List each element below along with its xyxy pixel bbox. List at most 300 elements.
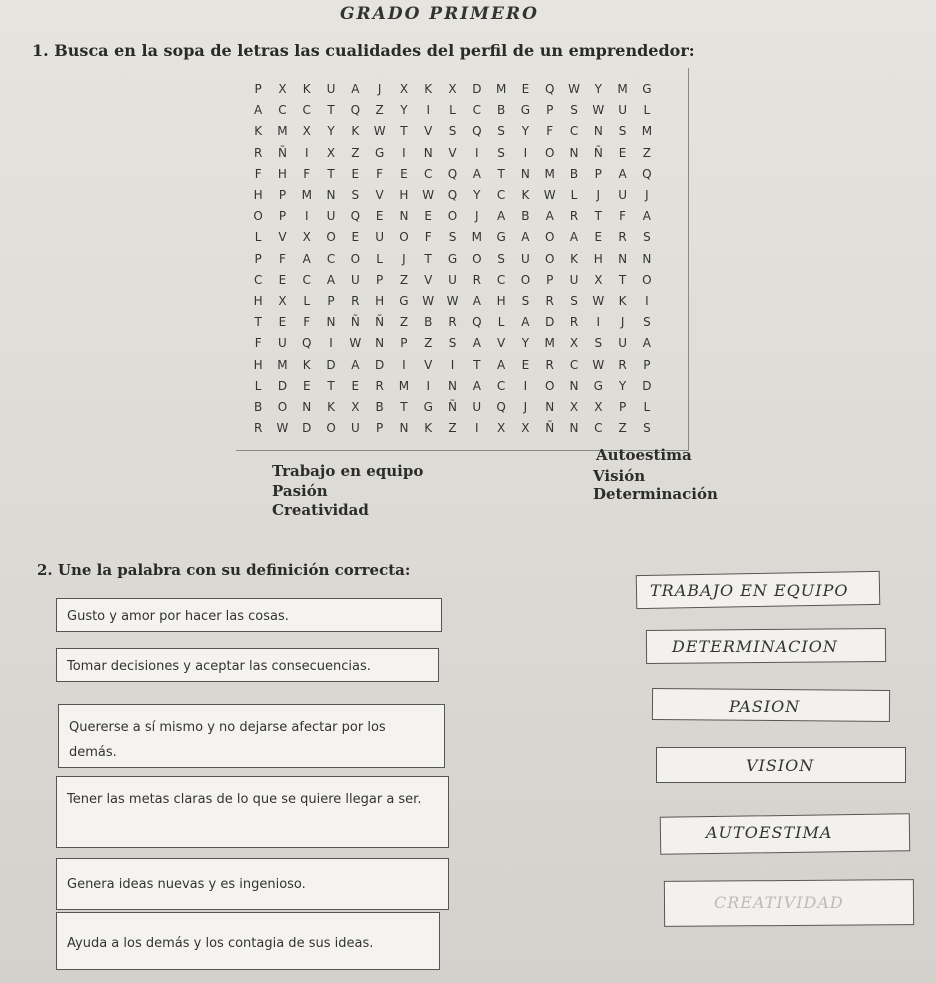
grid-letter[interactable]: L bbox=[303, 294, 311, 308]
grid-letter[interactable]: W bbox=[349, 336, 362, 351]
grid-letter[interactable]: D bbox=[302, 421, 312, 436]
grid-letter[interactable]: T bbox=[473, 357, 481, 372]
grid-letter[interactable]: I bbox=[523, 145, 528, 160]
grid-letter[interactable]: M bbox=[544, 166, 555, 181]
grid-letter[interactable]: Q bbox=[642, 166, 652, 181]
grid-letter[interactable]: A bbox=[642, 209, 651, 224]
grid-letter[interactable]: S bbox=[497, 251, 505, 266]
answer-pasion: PASION bbox=[729, 697, 801, 716]
grid-letter[interactable]: W bbox=[422, 188, 435, 202]
grid-letter[interactable]: P bbox=[546, 272, 554, 287]
grid-letter[interactable]: E bbox=[278, 272, 287, 287]
grid-letter[interactable]: D bbox=[642, 378, 652, 393]
grid-letter[interactable]: L bbox=[254, 378, 262, 393]
grid-letter[interactable]: J bbox=[377, 82, 382, 96]
grid-row bbox=[246, 379, 659, 399]
grid-letter[interactable]: U bbox=[618, 188, 627, 202]
grid-letter[interactable]: T bbox=[327, 378, 335, 393]
grid-letter[interactable]: N bbox=[399, 209, 409, 224]
grid-letter[interactable]: J bbox=[645, 188, 649, 202]
grid-letter[interactable]: W bbox=[276, 421, 289, 436]
grid-letter[interactable]: H bbox=[277, 166, 287, 181]
grid-letter[interactable]: M bbox=[641, 124, 653, 139]
grid-letter[interactable]: Y bbox=[618, 378, 627, 393]
grid-letter[interactable]: M bbox=[617, 82, 628, 96]
grid-row bbox=[246, 273, 659, 293]
grid-letter[interactable]: Q bbox=[472, 124, 482, 139]
grid-letter[interactable]: G bbox=[520, 103, 531, 118]
grid-letter[interactable]: W bbox=[543, 188, 556, 202]
grid-letter[interactable]: Z bbox=[642, 145, 652, 160]
grid-letter[interactable]: G bbox=[593, 378, 603, 393]
grid-letter[interactable]: A bbox=[351, 82, 360, 96]
grid-letter[interactable]: M bbox=[277, 357, 288, 372]
grid-letter[interactable]: N bbox=[642, 251, 652, 266]
grid-letter[interactable]: Ñ bbox=[545, 421, 555, 436]
grid-letter[interactable]: N bbox=[569, 421, 579, 436]
grid-letter[interactable]: U bbox=[618, 103, 627, 118]
grid-letter[interactable]: K bbox=[302, 82, 311, 96]
grid-letter[interactable]: R bbox=[448, 315, 457, 330]
grid-letter[interactable]: P bbox=[278, 188, 287, 202]
grid-letter[interactable]: E bbox=[424, 209, 433, 224]
grid-letter[interactable]: H bbox=[399, 188, 409, 202]
grid-letter[interactable]: N bbox=[302, 400, 312, 414]
grid-letter[interactable]: U bbox=[569, 272, 579, 287]
grid-letter[interactable]: O bbox=[544, 230, 555, 245]
grid-letter[interactable]: C bbox=[424, 166, 433, 181]
grid-letter[interactable]: K bbox=[351, 124, 360, 139]
grid-letter[interactable]: H bbox=[375, 294, 385, 308]
grid-letter[interactable]: U bbox=[618, 336, 627, 351]
grid-letter[interactable]: K bbox=[327, 400, 335, 414]
grid-letter[interactable]: R bbox=[618, 357, 627, 372]
grid-letter[interactable]: F bbox=[376, 166, 384, 181]
grid-letter[interactable]: L bbox=[570, 188, 578, 202]
grid-letter[interactable]: N bbox=[448, 378, 458, 393]
grid-letter[interactable]: K bbox=[302, 357, 311, 372]
grid-letter[interactable]: I bbox=[475, 145, 479, 160]
grid-letter[interactable]: P bbox=[376, 272, 384, 287]
grid-letter[interactable]: S bbox=[497, 145, 505, 160]
grid-letter[interactable]: G bbox=[399, 294, 409, 308]
grid-letter[interactable]: A bbox=[545, 209, 554, 224]
grid-letter[interactable]: T bbox=[400, 400, 408, 414]
grid-letter[interactable]: X bbox=[569, 400, 579, 414]
grid-letter[interactable]: U bbox=[278, 336, 287, 351]
grid-letter[interactable]: K bbox=[521, 188, 530, 202]
grid-letter[interactable]: I bbox=[304, 145, 309, 160]
grid-letter[interactable]: O bbox=[520, 272, 531, 287]
grid-letter[interactable]: C bbox=[569, 124, 579, 139]
grid-letter[interactable]: R bbox=[375, 378, 384, 393]
grid-letter[interactable]: O bbox=[253, 209, 263, 224]
grid-letter[interactable]: A bbox=[351, 357, 360, 372]
grid-letter[interactable]: X bbox=[351, 400, 360, 414]
grid-letter[interactable]: P bbox=[618, 400, 627, 414]
grid-letter[interactable]: G bbox=[642, 82, 652, 96]
grid-letter[interactable]: Q bbox=[302, 336, 312, 351]
answer-determinacion: DETERMINACION bbox=[672, 637, 838, 656]
grid-letter[interactable]: W bbox=[592, 103, 605, 118]
grid-letter[interactable]: Q bbox=[472, 315, 482, 330]
grid-letter[interactable]: S bbox=[448, 336, 457, 351]
grid-letter[interactable]: R bbox=[253, 145, 263, 160]
grid-letter[interactable]: E bbox=[351, 378, 360, 393]
grid-letter[interactable]: A bbox=[472, 294, 481, 308]
grid-letter[interactable]: N bbox=[375, 336, 385, 351]
grid-letter[interactable]: A bbox=[472, 336, 481, 351]
grid-letter[interactable]: M bbox=[471, 230, 482, 245]
grid-letter[interactable]: I bbox=[426, 103, 430, 118]
grid-letter[interactable]: L bbox=[376, 251, 383, 266]
grid-letter[interactable]: O bbox=[642, 272, 652, 287]
grid-letter[interactable]: M bbox=[544, 336, 555, 351]
grid-letter[interactable]: H bbox=[253, 357, 263, 372]
grid-letter[interactable]: N bbox=[423, 145, 433, 160]
grid-letter[interactable]: J bbox=[620, 315, 625, 330]
grid-letter[interactable]: U bbox=[472, 400, 482, 414]
grid-letter[interactable]: I bbox=[523, 378, 528, 393]
grid-letter[interactable]: M bbox=[398, 378, 410, 393]
grid-letter[interactable]: L bbox=[449, 103, 456, 118]
grid-letter[interactable]: A bbox=[521, 315, 530, 330]
grid-letter[interactable]: E bbox=[594, 230, 603, 245]
grid-letter[interactable]: Q bbox=[350, 103, 361, 118]
grid-letter[interactable]: N bbox=[569, 145, 579, 160]
grid-letter[interactable]: T bbox=[497, 166, 505, 181]
grid-letter[interactable]: S bbox=[351, 188, 360, 202]
grid-letter[interactable]: X bbox=[569, 336, 579, 351]
grid-letter[interactable]: X bbox=[326, 145, 336, 160]
grid-letter[interactable]: C bbox=[302, 272, 311, 287]
grid-letter[interactable]: P bbox=[254, 251, 262, 266]
grid-letter[interactable]: R bbox=[618, 230, 627, 245]
grid-letter[interactable]: D bbox=[277, 378, 288, 393]
grid-letter[interactable]: Y bbox=[594, 82, 602, 96]
grid-letter[interactable]: O bbox=[277, 400, 288, 414]
definition-box-1: Gusto y amor por hacer las cosas. bbox=[56, 598, 442, 632]
grid-letter[interactable]: F bbox=[303, 166, 311, 181]
grid-letter[interactable]: X bbox=[497, 421, 506, 436]
grid-letter[interactable]: H bbox=[253, 188, 263, 202]
grid-letter[interactable]: X bbox=[302, 124, 311, 139]
grid-letter[interactable]: I bbox=[475, 421, 479, 436]
grid-letter[interactable]: D bbox=[545, 315, 555, 330]
grid-row bbox=[246, 230, 659, 250]
grid-letter[interactable]: I bbox=[645, 294, 649, 308]
grid-letter[interactable]: Ñ bbox=[448, 400, 458, 414]
grid-letter[interactable]: P bbox=[594, 166, 602, 181]
grid-letter[interactable]: L bbox=[497, 315, 505, 330]
grid-letter[interactable]: V bbox=[278, 230, 287, 245]
grid-letter[interactable]: N bbox=[545, 400, 555, 414]
grid-letter[interactable]: R bbox=[569, 209, 579, 224]
grid-letter[interactable]: P bbox=[546, 103, 554, 118]
grid-letter[interactable]: C bbox=[594, 421, 603, 436]
grid-letter[interactable]: O bbox=[399, 230, 409, 245]
grid-letter[interactable]: B bbox=[497, 103, 506, 118]
grid-letter[interactable]: W bbox=[446, 294, 459, 308]
grid-letter[interactable]: K bbox=[424, 82, 433, 96]
grid-letter[interactable]: Ñ bbox=[375, 315, 385, 330]
grid-letter[interactable]: P bbox=[254, 82, 262, 96]
grid-letter[interactable]: T bbox=[618, 272, 627, 287]
grid-letter[interactable]: A bbox=[497, 209, 506, 224]
grid-letter[interactable]: Ñ bbox=[350, 315, 360, 330]
grid-letter[interactable]: C bbox=[253, 272, 263, 287]
definition-box-3: Quererse a sí mismo y no dejarse afectar por los demás. bbox=[58, 704, 445, 768]
grid-letter[interactable]: F bbox=[619, 209, 627, 224]
grid-letter[interactable]: B bbox=[569, 166, 579, 181]
grid-letter[interactable]: W bbox=[592, 357, 605, 372]
grid-letter[interactable]: X bbox=[521, 421, 530, 436]
grid-letter[interactable]: Q bbox=[447, 188, 458, 202]
grid-letter[interactable]: Y bbox=[327, 124, 335, 139]
grid-letter[interactable]: S bbox=[448, 230, 457, 245]
grid-letter[interactable]: X bbox=[594, 400, 603, 414]
grid-letter[interactable]: W bbox=[592, 294, 605, 308]
grid-letter[interactable]: O bbox=[326, 230, 336, 245]
grid-letter[interactable]: Y bbox=[473, 188, 481, 202]
grid-letter[interactable]: Q bbox=[350, 209, 361, 224]
grid-letter[interactable]: C bbox=[496, 188, 506, 202]
grid-letter[interactable]: Q bbox=[496, 400, 506, 414]
grid-letter[interactable]: Y bbox=[521, 336, 530, 351]
grid-letter[interactable]: F bbox=[424, 230, 432, 245]
grid-letter[interactable]: E bbox=[302, 378, 311, 393]
grid-letter[interactable]: J bbox=[596, 188, 601, 202]
grid-letter[interactable]: F bbox=[254, 166, 262, 181]
grid-letter[interactable]: W bbox=[568, 82, 580, 96]
grid-letter[interactable]: V bbox=[424, 357, 433, 372]
grid-letter[interactable]: P bbox=[376, 421, 384, 436]
grid-letter[interactable]: U bbox=[350, 272, 360, 287]
grid-letter[interactable]: O bbox=[350, 251, 361, 266]
grid-letter[interactable]: L bbox=[254, 230, 262, 245]
grid-letter[interactable]: G bbox=[423, 400, 433, 414]
grid-letter[interactable]: I bbox=[426, 378, 430, 393]
grid-letter[interactable]: D bbox=[472, 82, 482, 96]
grid-letter[interactable]: R bbox=[569, 315, 579, 330]
grid-letter[interactable]: Z bbox=[618, 421, 627, 436]
grid-letter[interactable]: R bbox=[351, 294, 360, 308]
grid-letter[interactable]: O bbox=[544, 145, 555, 160]
grid-letter[interactable]: J bbox=[475, 209, 479, 224]
grid-letter[interactable]: X bbox=[302, 230, 311, 245]
grid-letter[interactable]: M bbox=[495, 82, 507, 96]
grid-letter[interactable]: H bbox=[253, 294, 263, 308]
grid-letter[interactable]: U bbox=[326, 209, 336, 224]
grid-letter[interactable]: F bbox=[278, 251, 286, 266]
grid-letter[interactable]: U bbox=[326, 82, 336, 96]
grid-letter[interactable]: M bbox=[277, 124, 288, 139]
grid-letter[interactable]: G bbox=[496, 230, 506, 245]
grid-letter[interactable]: C bbox=[496, 272, 506, 287]
grid-letter[interactable]: Q bbox=[544, 82, 555, 96]
grid-letter[interactable]: T bbox=[594, 209, 602, 224]
grid-letter[interactable]: Ñ bbox=[593, 145, 603, 160]
grid-letter[interactable]: F bbox=[546, 124, 554, 139]
grid-letter[interactable]: N bbox=[520, 166, 530, 181]
grid-letter[interactable]: Q bbox=[447, 166, 458, 181]
grid-letter[interactable]: I bbox=[402, 357, 406, 372]
grid-letter[interactable]: I bbox=[402, 145, 406, 160]
grid-letter[interactable]: A bbox=[569, 230, 579, 245]
grid-letter[interactable]: D bbox=[326, 357, 336, 372]
grid-letter[interactable]: S bbox=[643, 230, 651, 245]
grid-letter[interactable]: S bbox=[643, 315, 651, 330]
grid-letter[interactable]: E bbox=[618, 145, 627, 160]
grid-letter[interactable]: Z bbox=[399, 272, 409, 287]
grid-letter[interactable]: A bbox=[497, 357, 506, 372]
grid-letter[interactable]: O bbox=[447, 209, 458, 224]
grid-letter[interactable]: E bbox=[400, 166, 408, 181]
grid-letter[interactable]: V bbox=[448, 145, 457, 160]
grid-letter[interactable]: X bbox=[594, 272, 603, 287]
grid-letter[interactable]: V bbox=[424, 124, 433, 139]
grid-letter[interactable]: S bbox=[570, 103, 578, 118]
grid-letter[interactable]: L bbox=[643, 400, 651, 414]
grid-letter[interactable]: T bbox=[254, 315, 262, 330]
grid-letter[interactable]: I bbox=[329, 336, 333, 351]
grid-letter[interactable]: F bbox=[303, 315, 311, 330]
grid-letter[interactable]: Z bbox=[351, 145, 360, 160]
grid-row bbox=[246, 82, 659, 102]
grid-letter[interactable]: P bbox=[643, 357, 651, 372]
grid-letter[interactable]: V bbox=[424, 272, 433, 287]
grid-letter[interactable]: P bbox=[278, 209, 287, 224]
grid-letter[interactable]: Ñ bbox=[277, 145, 287, 160]
grid-letter[interactable]: U bbox=[521, 251, 530, 266]
grid-letter[interactable]: E bbox=[351, 166, 360, 181]
grid-letter[interactable]: S bbox=[448, 124, 457, 139]
grid-letter[interactable]: J bbox=[402, 251, 406, 266]
grid-letter[interactable]: X bbox=[448, 82, 457, 96]
grid-letter[interactable]: A bbox=[254, 103, 263, 118]
grid-letter[interactable]: G bbox=[374, 145, 385, 160]
grid-letter[interactable]: I bbox=[596, 315, 601, 330]
grid-letter[interactable]: R bbox=[472, 272, 481, 287]
grid-letter[interactable]: S bbox=[521, 294, 530, 308]
grid-letter[interactable]: N bbox=[618, 251, 628, 266]
grid-letter[interactable]: L bbox=[643, 103, 651, 118]
grid-letter[interactable]: C bbox=[569, 357, 579, 372]
grid-letter[interactable]: A bbox=[642, 336, 651, 351]
grid-letter[interactable]: A bbox=[472, 378, 481, 393]
grid-letter[interactable]: A bbox=[521, 230, 530, 245]
grid-letter[interactable]: C bbox=[496, 378, 506, 393]
grid-letter[interactable]: T bbox=[327, 103, 335, 118]
grid-letter[interactable]: X bbox=[278, 294, 287, 308]
grid-letter[interactable]: D bbox=[375, 357, 385, 372]
grid-letter[interactable]: N bbox=[593, 124, 603, 139]
grid-letter[interactable]: C bbox=[326, 251, 336, 266]
definition-box-5: Genera ideas nuevas y es ingenioso. bbox=[56, 858, 449, 910]
grid-letter[interactable]: R bbox=[545, 294, 554, 308]
grid-letter[interactable]: N bbox=[399, 421, 409, 436]
grid-letter[interactable]: A bbox=[472, 166, 481, 181]
grid-letter[interactable]: M bbox=[301, 188, 312, 202]
grid-letter[interactable]: W bbox=[422, 294, 435, 308]
grid-letter[interactable]: Z bbox=[399, 315, 409, 330]
grid-letter[interactable]: Z bbox=[375, 103, 384, 118]
grid-letter[interactable]: B bbox=[521, 209, 530, 224]
grid-letter[interactable]: B bbox=[424, 315, 433, 330]
grid-letter[interactable]: U bbox=[448, 272, 457, 287]
grid-letter[interactable]: I bbox=[304, 209, 309, 224]
grid-letter[interactable]: S bbox=[497, 124, 505, 139]
grid-letter[interactable]: N bbox=[326, 188, 336, 202]
grid-letter[interactable]: V bbox=[375, 188, 384, 202]
grid-letter[interactable]: H bbox=[593, 251, 603, 266]
answer-creatividad: CREATIVIDAD bbox=[714, 893, 844, 912]
grid-letter[interactable]: Y bbox=[521, 124, 530, 139]
grid-letter[interactable]: P bbox=[400, 336, 408, 351]
grid-letter[interactable]: U bbox=[375, 230, 385, 245]
grid-letter[interactable]: T bbox=[400, 124, 408, 139]
grid-letter[interactable]: Z bbox=[448, 421, 457, 436]
grid-letter[interactable]: X bbox=[278, 82, 287, 96]
grid-letter[interactable]: S bbox=[618, 124, 627, 139]
grid-letter[interactable]: T bbox=[327, 166, 335, 181]
grid-letter[interactable]: V bbox=[497, 336, 506, 351]
grid-letter[interactable]: U bbox=[350, 421, 360, 436]
grid-letter[interactable]: S bbox=[570, 294, 578, 308]
grid-letter[interactable]: W bbox=[373, 124, 386, 139]
grid-letter[interactable]: E bbox=[375, 209, 384, 224]
grid-letter[interactable]: B bbox=[254, 400, 263, 414]
grid-letter[interactable]: A bbox=[326, 272, 336, 287]
grid-letter[interactable]: P bbox=[327, 294, 335, 308]
grid-letter[interactable]: F bbox=[254, 336, 262, 351]
grid-row bbox=[246, 124, 659, 144]
grid-letter[interactable]: K bbox=[424, 421, 433, 436]
grid-letter[interactable]: H bbox=[496, 294, 506, 308]
grid-letter[interactable]: O bbox=[326, 421, 336, 436]
grid-letter[interactable]: S bbox=[643, 421, 651, 436]
grid-letter[interactable]: S bbox=[594, 336, 603, 351]
grid-letter[interactable]: K bbox=[254, 124, 263, 139]
grid-letter[interactable]: R bbox=[545, 357, 554, 372]
grid-letter[interactable]: K bbox=[570, 251, 578, 266]
grid-letter[interactable]: T bbox=[424, 251, 432, 266]
grid-letter[interactable]: R bbox=[253, 421, 263, 436]
grid-letter[interactable]: E bbox=[351, 230, 360, 245]
grid-letter[interactable]: O bbox=[544, 378, 555, 393]
grid-letter[interactable]: O bbox=[544, 251, 555, 266]
grid-letter[interactable]: Y bbox=[400, 103, 408, 118]
grid-letter[interactable]: I bbox=[450, 357, 455, 372]
grid-letter[interactable]: A bbox=[618, 166, 627, 181]
grid-letter[interactable]: B bbox=[375, 400, 384, 414]
grid-letter[interactable]: N bbox=[326, 315, 336, 330]
grid-letter[interactable]: X bbox=[399, 82, 409, 96]
grid-letter[interactable]: C bbox=[472, 103, 482, 118]
grid-letter[interactable]: G bbox=[447, 251, 458, 266]
grid-letter[interactable]: A bbox=[302, 251, 311, 266]
grid-letter[interactable]: E bbox=[278, 315, 287, 330]
grid-letter[interactable]: C bbox=[302, 103, 311, 118]
grid-letter[interactable]: E bbox=[521, 82, 530, 96]
grid-letter[interactable]: O bbox=[472, 251, 482, 266]
grid-letter[interactable]: K bbox=[618, 294, 627, 308]
grid-letter[interactable]: N bbox=[569, 378, 579, 393]
grid-letter[interactable]: E bbox=[521, 357, 530, 372]
grid-letter[interactable]: Z bbox=[424, 336, 433, 351]
grid-letter[interactable]: C bbox=[278, 103, 287, 118]
grid-letter[interactable]: J bbox=[523, 400, 528, 414]
